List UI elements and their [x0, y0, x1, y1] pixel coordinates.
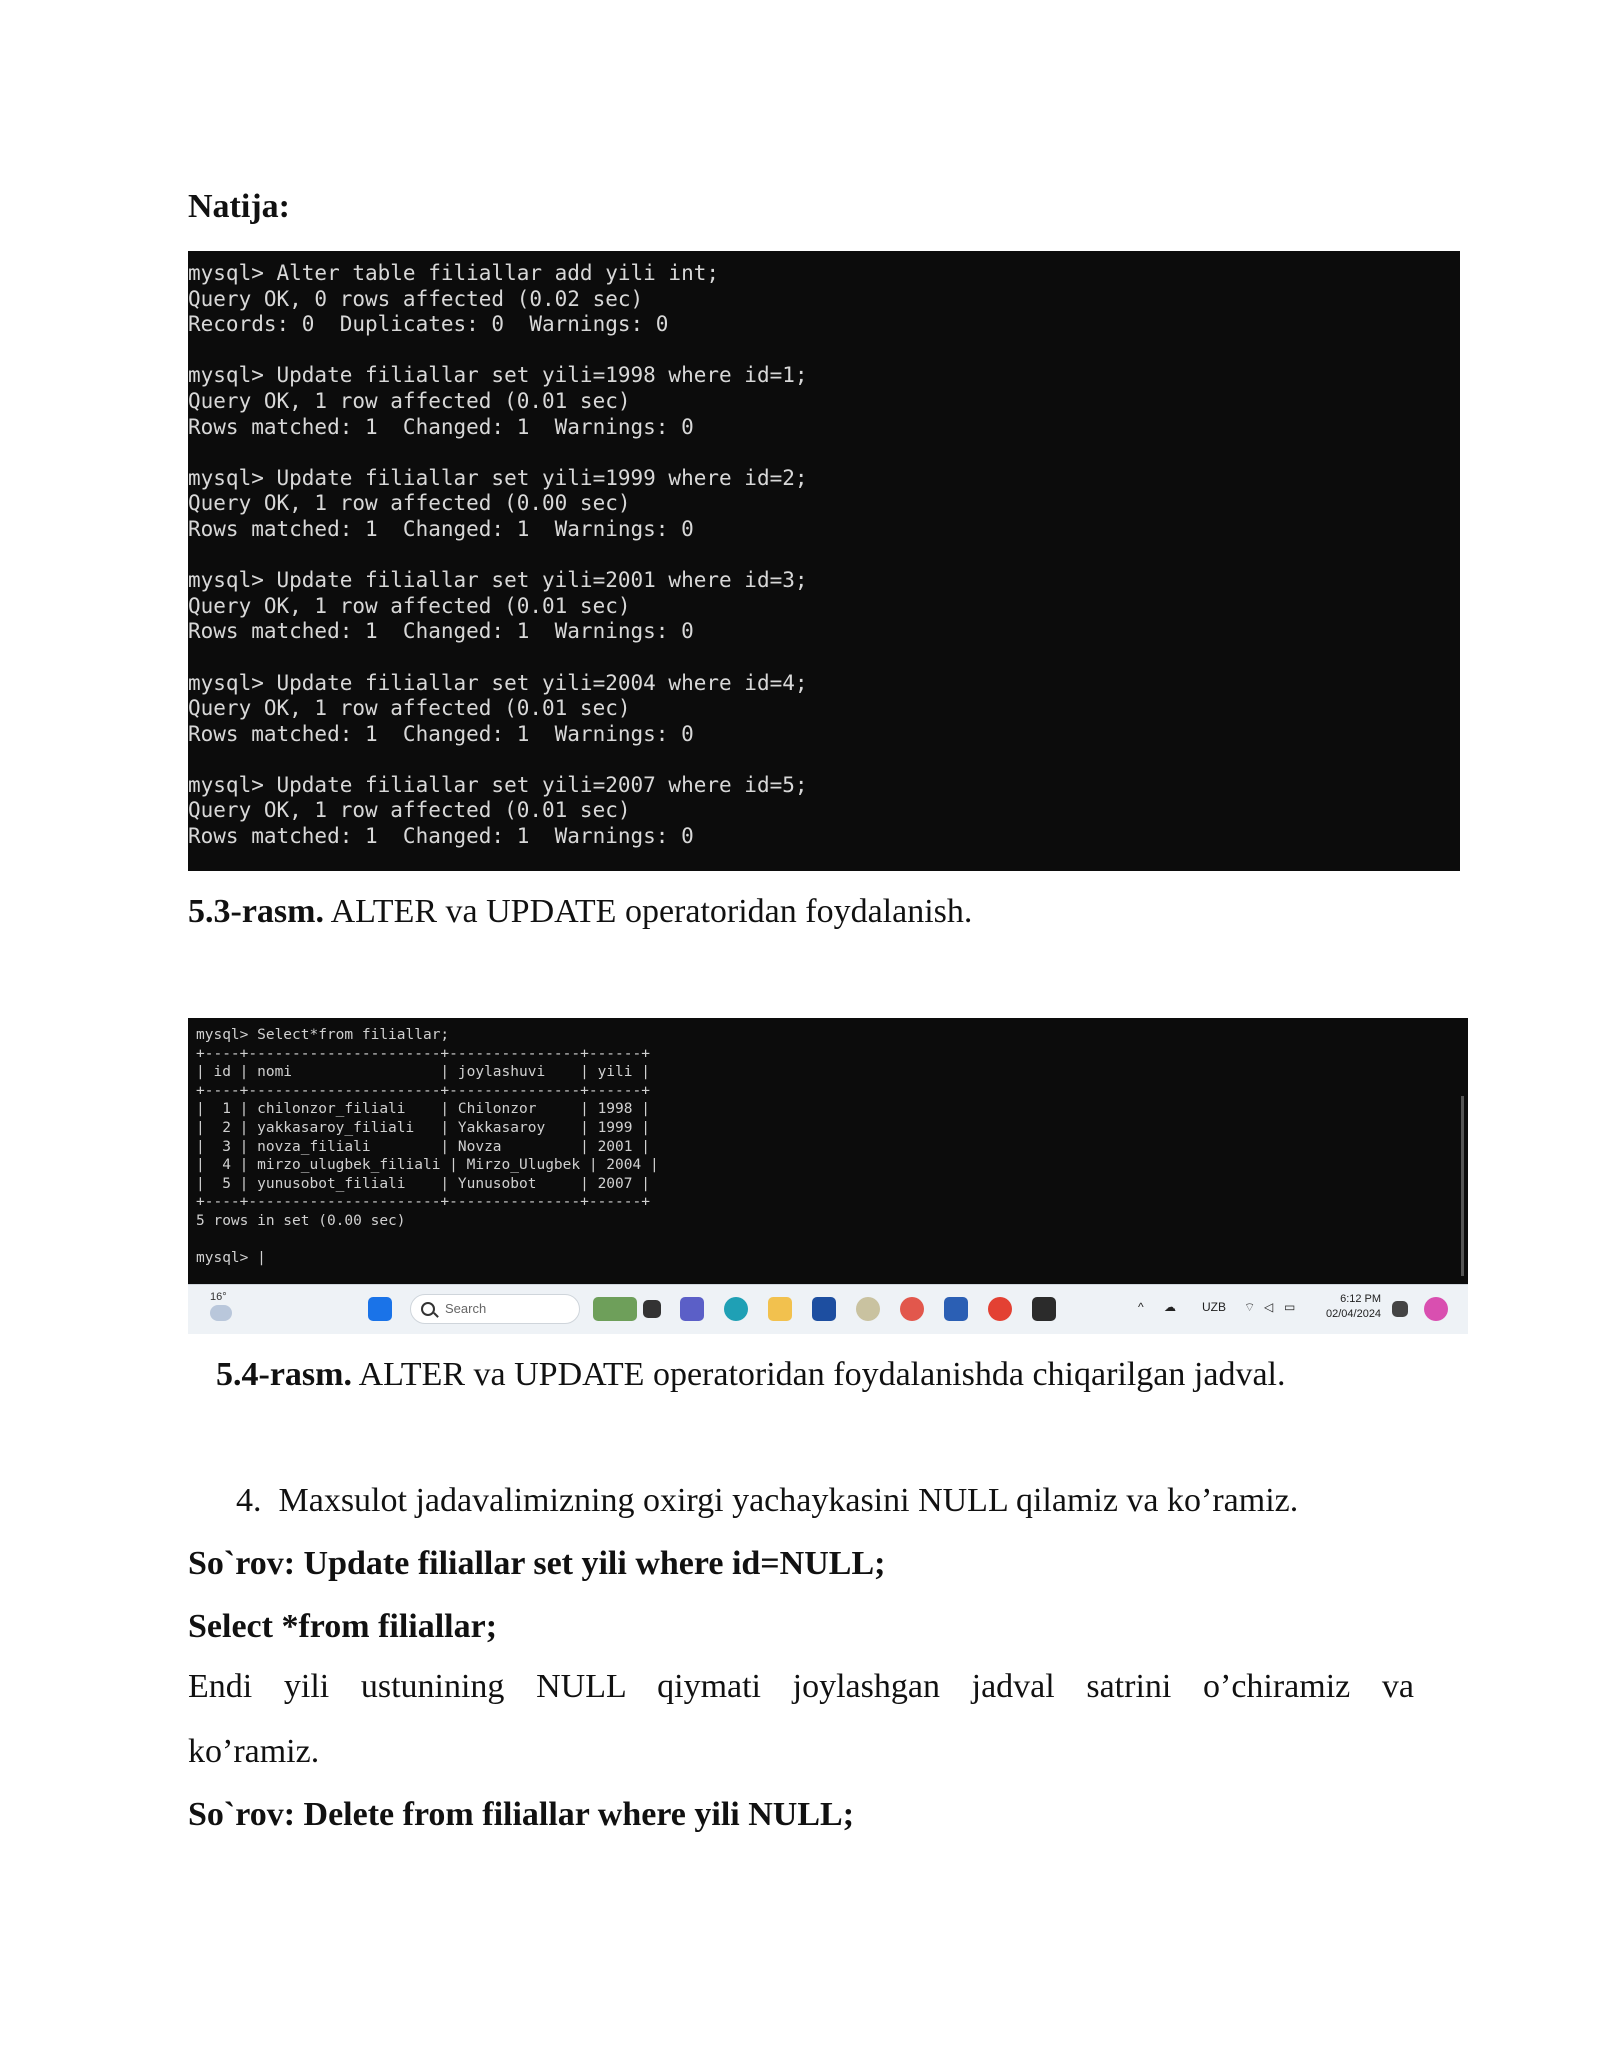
widget-icon[interactable] — [593, 1297, 637, 1321]
figure-caption-5-3 — [188, 893, 972, 931]
query-text: So`rov: Update filiallar set yili where id=NULL; — [188, 1545, 886, 1582]
terminal-window — [188, 1018, 1468, 1284]
caption-text: ALTER va UPDATE operatoridan foydalanishda chiqarilgan jadval. — [351, 1356, 1286, 1393]
terminal-screenshot-alter-update — [188, 251, 1460, 871]
clock-time: 6:12 PM — [1340, 1293, 1382, 1305]
list-item — [236, 1482, 1298, 1520]
search-icon — [421, 1302, 435, 1316]
caption-label: 5.4-rasm. — [216, 1356, 352, 1393]
store-icon[interactable] — [812, 1297, 836, 1321]
start-icon[interactable] — [368, 1297, 392, 1321]
weather-temperature: 16° — [210, 1291, 227, 1303]
terminal-icon[interactable] — [1032, 1297, 1056, 1321]
scrollbar[interactable] — [1461, 1096, 1464, 1276]
caption-label: 5.3-rasm. — [188, 893, 324, 930]
taskbar-search-box[interactable] — [410, 1294, 580, 1324]
clock[interactable] — [1326, 1292, 1381, 1322]
list-text: Maxsulot jadavalimizning oxirgi yachaykasini NULL qilamiz va ko’ramiz. — [278, 1482, 1299, 1519]
chrome-icon[interactable] — [988, 1297, 1012, 1321]
figure-caption-5-4 — [216, 1356, 1285, 1394]
copilot-icon[interactable] — [1424, 1297, 1448, 1321]
query-text: Select *from filiallar; — [188, 1608, 498, 1645]
paragraph-text: Endi yili ustunining NULL qiymati joylashgan jadval satrini o’chiramiz va — [188, 1668, 1414, 1705]
cloud-icon — [210, 1305, 232, 1321]
wifi-icon[interactable]: ⌔ — [1244, 1300, 1256, 1314]
file-explorer-icon[interactable] — [768, 1297, 792, 1321]
notification-icon[interactable] — [1392, 1301, 1408, 1317]
caption-text: ALTER va UPDATE operatoridan foydalanish. — [323, 893, 973, 930]
battery-icon[interactable]: ▭ — [1284, 1300, 1296, 1314]
app-icon[interactable] — [900, 1297, 924, 1321]
word-icon[interactable] — [944, 1297, 968, 1321]
query-text: So`rov: Delete from filiallar where yili NULL; — [188, 1796, 855, 1833]
terminal-output: mysql> Alter table filiallar add yili int; Query OK, 0 rows affected (0.02 sec) Records: 0 Duplicates: 0 Warnings: 0 mysql> Update filiallar set yili=1998 where id=1; Query OK, 1 row affected (0.01 sec) Rows matched: 1 Changed: 1 Warnings: 0 mysql> Update filiallar set yili=1999 where id=2; Query OK, 1 row affected (0.00 sec) Rows matched: 1 Changed: 1 Warnings: 0 mysql> Update filiallar set yili=2001 where id=3; Query OK, 1 row affected (0.01 sec) Rows matched: 1 Changed: 1 Warnings: 0 mysql> Update filiallar set yili=2004 where id=4; Query OK, 1 row affected (0.01 sec) Rows matched: 1 Changed: 1 Warnings: 0 mysql> Update filiallar set yili=2007 where id=5; Query OK, 1 row affected (0.01 sec) Rows matched: 1 Changed: 1 Warnings: 0 — [188, 261, 808, 849]
volume-icon[interactable]: ◁ — [1264, 1300, 1274, 1314]
app-icon[interactable] — [856, 1297, 880, 1321]
cloud-sync-icon: ☁ — [1164, 1300, 1176, 1314]
chevron-up-icon[interactable]: ^ — [1138, 1300, 1144, 1314]
edge-icon[interactable] — [724, 1297, 748, 1321]
language-indicator[interactable]: UZB — [1202, 1300, 1226, 1314]
weather-widget[interactable] — [210, 1291, 232, 1321]
paragraph-text: ko’ramiz. — [188, 1733, 320, 1770]
task-view-icon[interactable] — [643, 1300, 661, 1318]
teams-icon[interactable] — [680, 1297, 704, 1321]
list-number: 4. — [236, 1482, 262, 1519]
search-placeholder: Search — [445, 1301, 487, 1316]
windows-taskbar — [188, 1284, 1468, 1334]
screenshot-select-table — [188, 1018, 1468, 1333]
clock-date: 02/04/2024 — [1326, 1308, 1382, 1320]
terminal-output: mysql> Select*from filiallar; +----+----------------------+---------------+------+ | id | nomi | joylashuvi | yili | +----+----------------------+---------------+------+ | 1 | chilonzor_filiali | Chilonzor | 1998 | | 2 | yakkasaroy_filiali | Yakkasaroy | 1999 | | 3 | novza_filiali | Novza | 2001 | | 4 | mirzo_ulugbek_filiali | Mirzo_Ulugbek | 2004 | | 5 | yunusobot_filiali | Yunusobot | 2007 | +----+----------------------+---------------+------+ 5 rows in set (0.00 sec) mysql> | — [196, 1027, 659, 1267]
section-heading: Natija: — [188, 188, 290, 225]
